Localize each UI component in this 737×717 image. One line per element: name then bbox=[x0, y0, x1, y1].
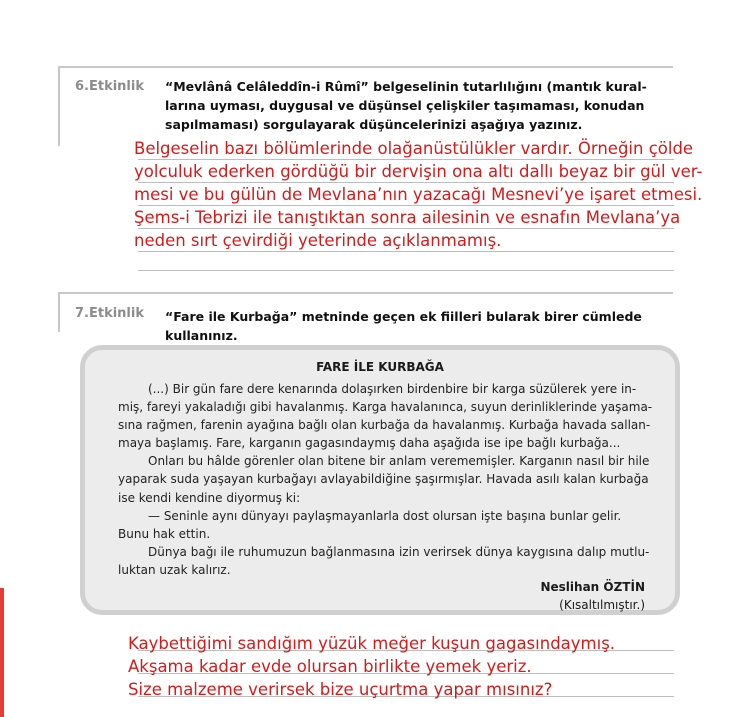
activity-6-answer: Belgeselin bazı bölümlerinde olağanüstülükler vardır. Örneğin çölde yolculuk ederken gördüğü bir dervişin ona altı dallı beyaz bir gül ver- mesi ve bu gülün de Mevlana’nın yazacağı Mesnevi’ye işaret etmesi. Şems-i Tebrizi ile tanıştıktan sonra ailesinin ve esnafın Mevlana’ya neden sırt çevirdiği yeterinde açıklanmamış. bbox=[134, 139, 703, 250]
activity-7-label: 7.Etkinlik bbox=[75, 306, 144, 321]
story-text bbox=[118, 380, 678, 579]
story-line: Dünya bağı ile ruhumuzun bağlanmasına izin verirsek dünya kaygısına dalıp mutlu- bbox=[148, 544, 650, 559]
frame-top-line-7 bbox=[58, 292, 673, 294]
author-name: Neslihan ÖZTİN bbox=[540, 580, 645, 594]
story-line: ise kendi kendine diyormuş ki: bbox=[118, 490, 301, 505]
activity-6-label: 6.Etkinlik bbox=[75, 79, 144, 94]
abridged-note: (Kısaltılmıştır.) bbox=[559, 598, 645, 612]
story-line: (...) Bir gün fare dere kenarında dolaşırken birdenbire bir karga süzülerek yere in- bbox=[148, 382, 637, 396]
frame-side-line-6 bbox=[58, 66, 60, 146]
story-line: miş, fareyi yakaladığı gibi havalanmış. Karga havalanınca, suyun derinliklerinde yaşama- bbox=[118, 400, 653, 415]
story-author bbox=[540, 578, 645, 614]
story-line: luktan uzak kalırız. bbox=[118, 562, 231, 577]
story-title: FARE İLE KURBAĞA bbox=[316, 360, 444, 374]
answer-rule bbox=[138, 270, 674, 271]
frame-top-line-6 bbox=[58, 66, 673, 68]
story-line: — Seninle aynı dünyayı paylaşmayanlarla dost olursan işte başına bunlar gelir. bbox=[148, 508, 622, 523]
story-line: yaparak suda yaşayan kurbağayı avlayabildiğine şaşırmışlar. Havada asılı kalan kurbağa bbox=[118, 472, 649, 487]
story-line: sına rağmen, farenin ayağına bağlı olan kurbağa da havalanmış. Kurbağa havada sallan- bbox=[118, 418, 651, 433]
activity-7-answer: Kaybettiğimi sandığım yüzük meğer kuşun gagasındaymış. Akşama kadar evde olursan birlikte yemek yeriz. Size malzeme verirsek bize uçurtma yapar mısınız? bbox=[128, 634, 616, 699]
activity-7-instruction: “Fare ile Kurbağa” metninde geçen ek fiilleri bularak birer cümlede kullanınız. bbox=[165, 309, 642, 343]
activity-6-instruction: “Mevlânâ Celâleddîn-i Rûmî” belgeselinin tutarlılığını (mantık kural- larına uyması, duygusal ve düşünsel çelişkiler taşımaması, konudan sapılmaması) sorgulayarak düşüncelerinizi aşağıya yazınız. bbox=[165, 79, 647, 132]
frame-side-line-7 bbox=[58, 292, 60, 332]
story-line: maya başlamış. Fare, karganın gagasındaymış daha aşağıda ise ipe bağlı kurbağa... bbox=[118, 436, 621, 451]
story-line: Onları bu hâlde görenler olan bitene bir anlam verememişler. Karganın nasıl bir hile bbox=[148, 454, 650, 469]
story-line: Bunu hak ettin. bbox=[118, 526, 211, 541]
page-edge-marker bbox=[0, 588, 4, 717]
